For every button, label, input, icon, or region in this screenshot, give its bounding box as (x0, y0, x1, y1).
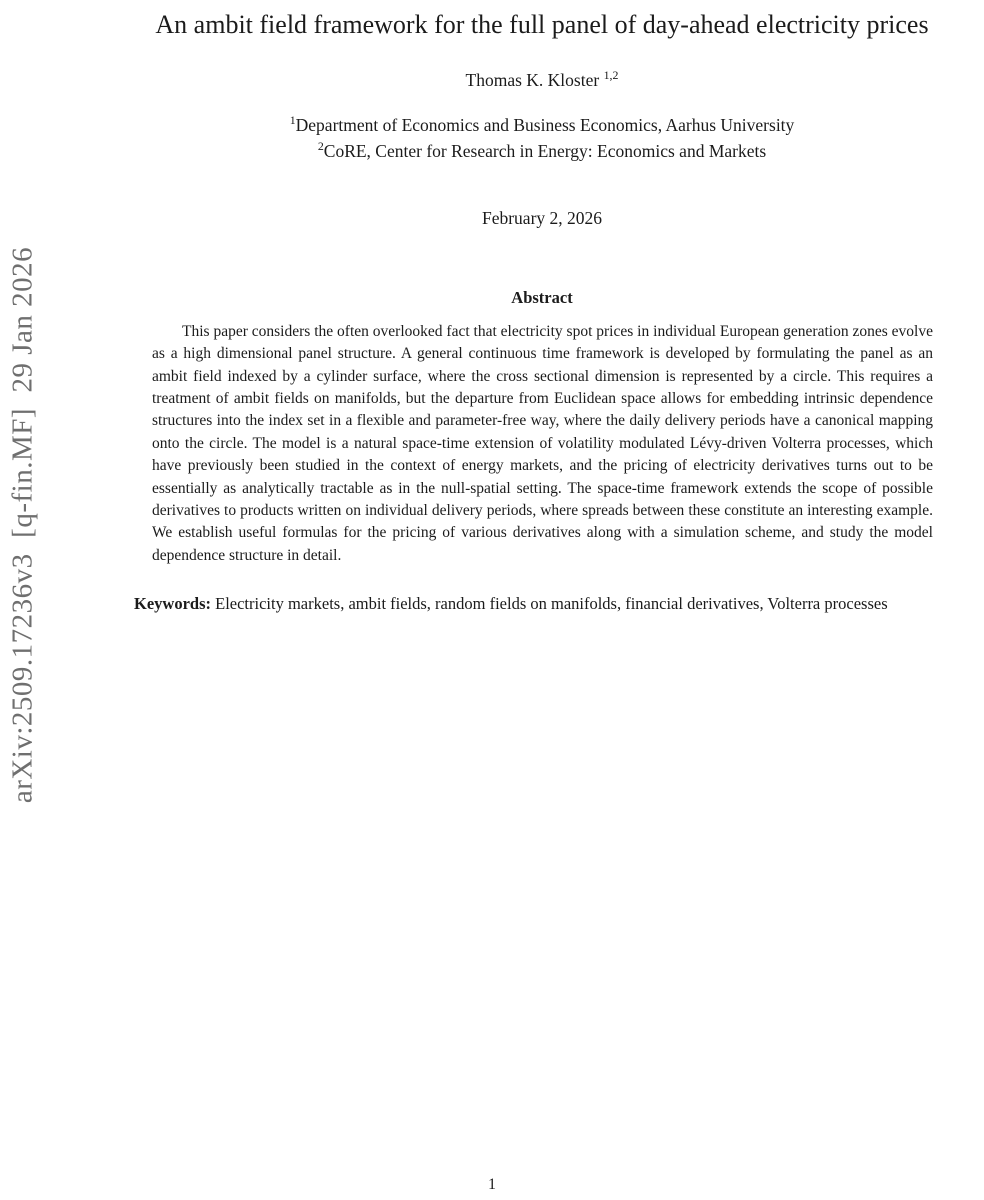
affiliation-1-text: Department of Economics and Business Economics, Aarhus University (295, 114, 795, 135)
affiliations-block (102, 112, 982, 164)
author-affiliation-superscript: 1,2 (603, 68, 619, 83)
paper-title: An ambit field framework for the full panel of day-ahead electricity prices (155, 10, 929, 39)
author-name: Thomas K. Kloster (465, 69, 600, 90)
affiliation-2 (102, 138, 982, 164)
keywords-line (102, 591, 982, 617)
keywords-text: Electricity markets, ambit fields, random fields on manifolds, financial derivatives, Volterra processes (215, 594, 888, 614)
affiliation-1-marker: 1 (289, 113, 296, 128)
keywords-label: Keywords: (134, 594, 211, 614)
affiliation-1 (102, 112, 982, 138)
affiliation-2-text: CoRE, Center for Research in Energy: Economics and Markets (323, 140, 767, 161)
arxiv-watermark: arXiv:2509.17236v3 [q-fin.MF] 29 Jan 2026 (6, 246, 39, 804)
abstract-heading: Abstract (511, 287, 573, 307)
paper-content (102, 0, 982, 617)
abstract-text: This paper considers the often overlooked fact that electricity spot prices in individual European generation zones evolve as a high dimensional panel structure. A general continuous time framework is developed by formulating the panel as an ambit field indexed by a cylinder surface, where the cross sectional dimension is represented by a circle. This requires a treatment of ambit fields on manifolds, but the departure from Euclidean space allows for embedding intrinsic dependence structures into the index set in a flexible and parameter-free way, where the daily delivery periods have a canonical mapping onto the circle. The model is a natural space-time extension of volatility modulated Lévy-driven Volterra processes, which have previously been studied in the context of energy markets, and the pricing of electricity derivatives turns out to be essentially as analytically tractable as in the null-spatial setting. The space-time framework extends the scope of possible derivatives to products written on individual delivery periods, where spreads between these constitute an interesting example. We establish useful formulas for the pricing of various derivatives along with a simulation scheme, and study the model dependence structure in detail. (152, 322, 933, 564)
author-line (102, 70, 982, 91)
page-number: 1 (488, 1176, 496, 1193)
paper-date: February 2, 2026 (481, 207, 603, 228)
affiliation-2-marker: 2 (317, 139, 324, 154)
